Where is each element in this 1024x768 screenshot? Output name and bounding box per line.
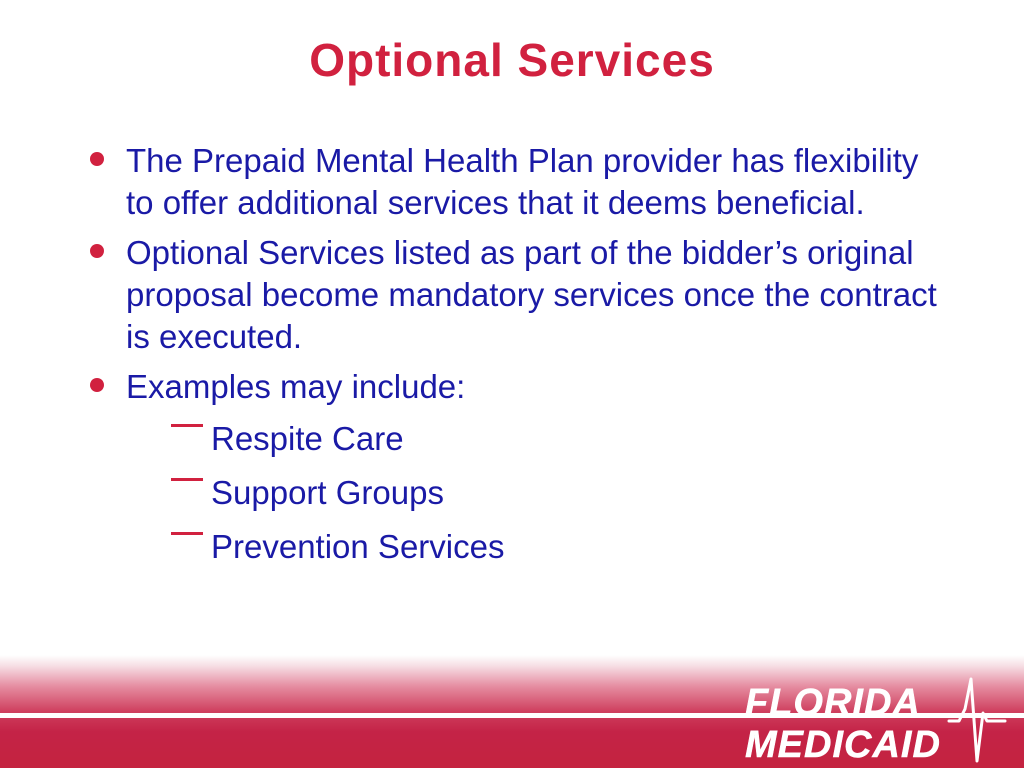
bullet-item-2: [86, 232, 946, 358]
florida-medicaid-logo: [745, 673, 1010, 768]
logo-line-medicaid: MEDICAID: [745, 724, 941, 766]
bullet-dot-icon: [90, 152, 104, 166]
footer-band: [0, 655, 1024, 768]
bullet-dot-icon: [90, 244, 104, 258]
sub-bullet-list: [171, 416, 946, 570]
sub-item-prevention-services: [171, 524, 946, 570]
bullet-item-1: [86, 140, 946, 224]
sub-item-support-groups: [171, 470, 946, 516]
bullet-text: The Prepaid Mental Health Plan provider has flexibility to offer additional services that it deems beneficial.: [126, 142, 919, 221]
slide-title: Optional Services: [309, 34, 715, 86]
dash-icon: [171, 424, 203, 427]
sub-item-respite-care: [171, 416, 946, 462]
bullet-dot-icon: [90, 378, 104, 392]
logo-line-florida: FLORIDA: [745, 682, 921, 724]
bullet-text: Examples may include:: [126, 368, 466, 405]
bullet-item-3: [86, 366, 946, 570]
heartbeat-pulse-icon: [947, 673, 1007, 768]
bullet-text: Optional Services listed as part of the bidder’s original proposal become mandatory services once the contract is executed.: [126, 234, 937, 355]
bullet-list: [86, 140, 946, 578]
dash-icon: [171, 532, 203, 535]
sub-item-text: Support Groups: [211, 474, 444, 511]
dash-icon: [171, 478, 203, 481]
sub-item-text: Prevention Services: [211, 528, 505, 565]
sub-item-text: Respite Care: [211, 420, 404, 457]
